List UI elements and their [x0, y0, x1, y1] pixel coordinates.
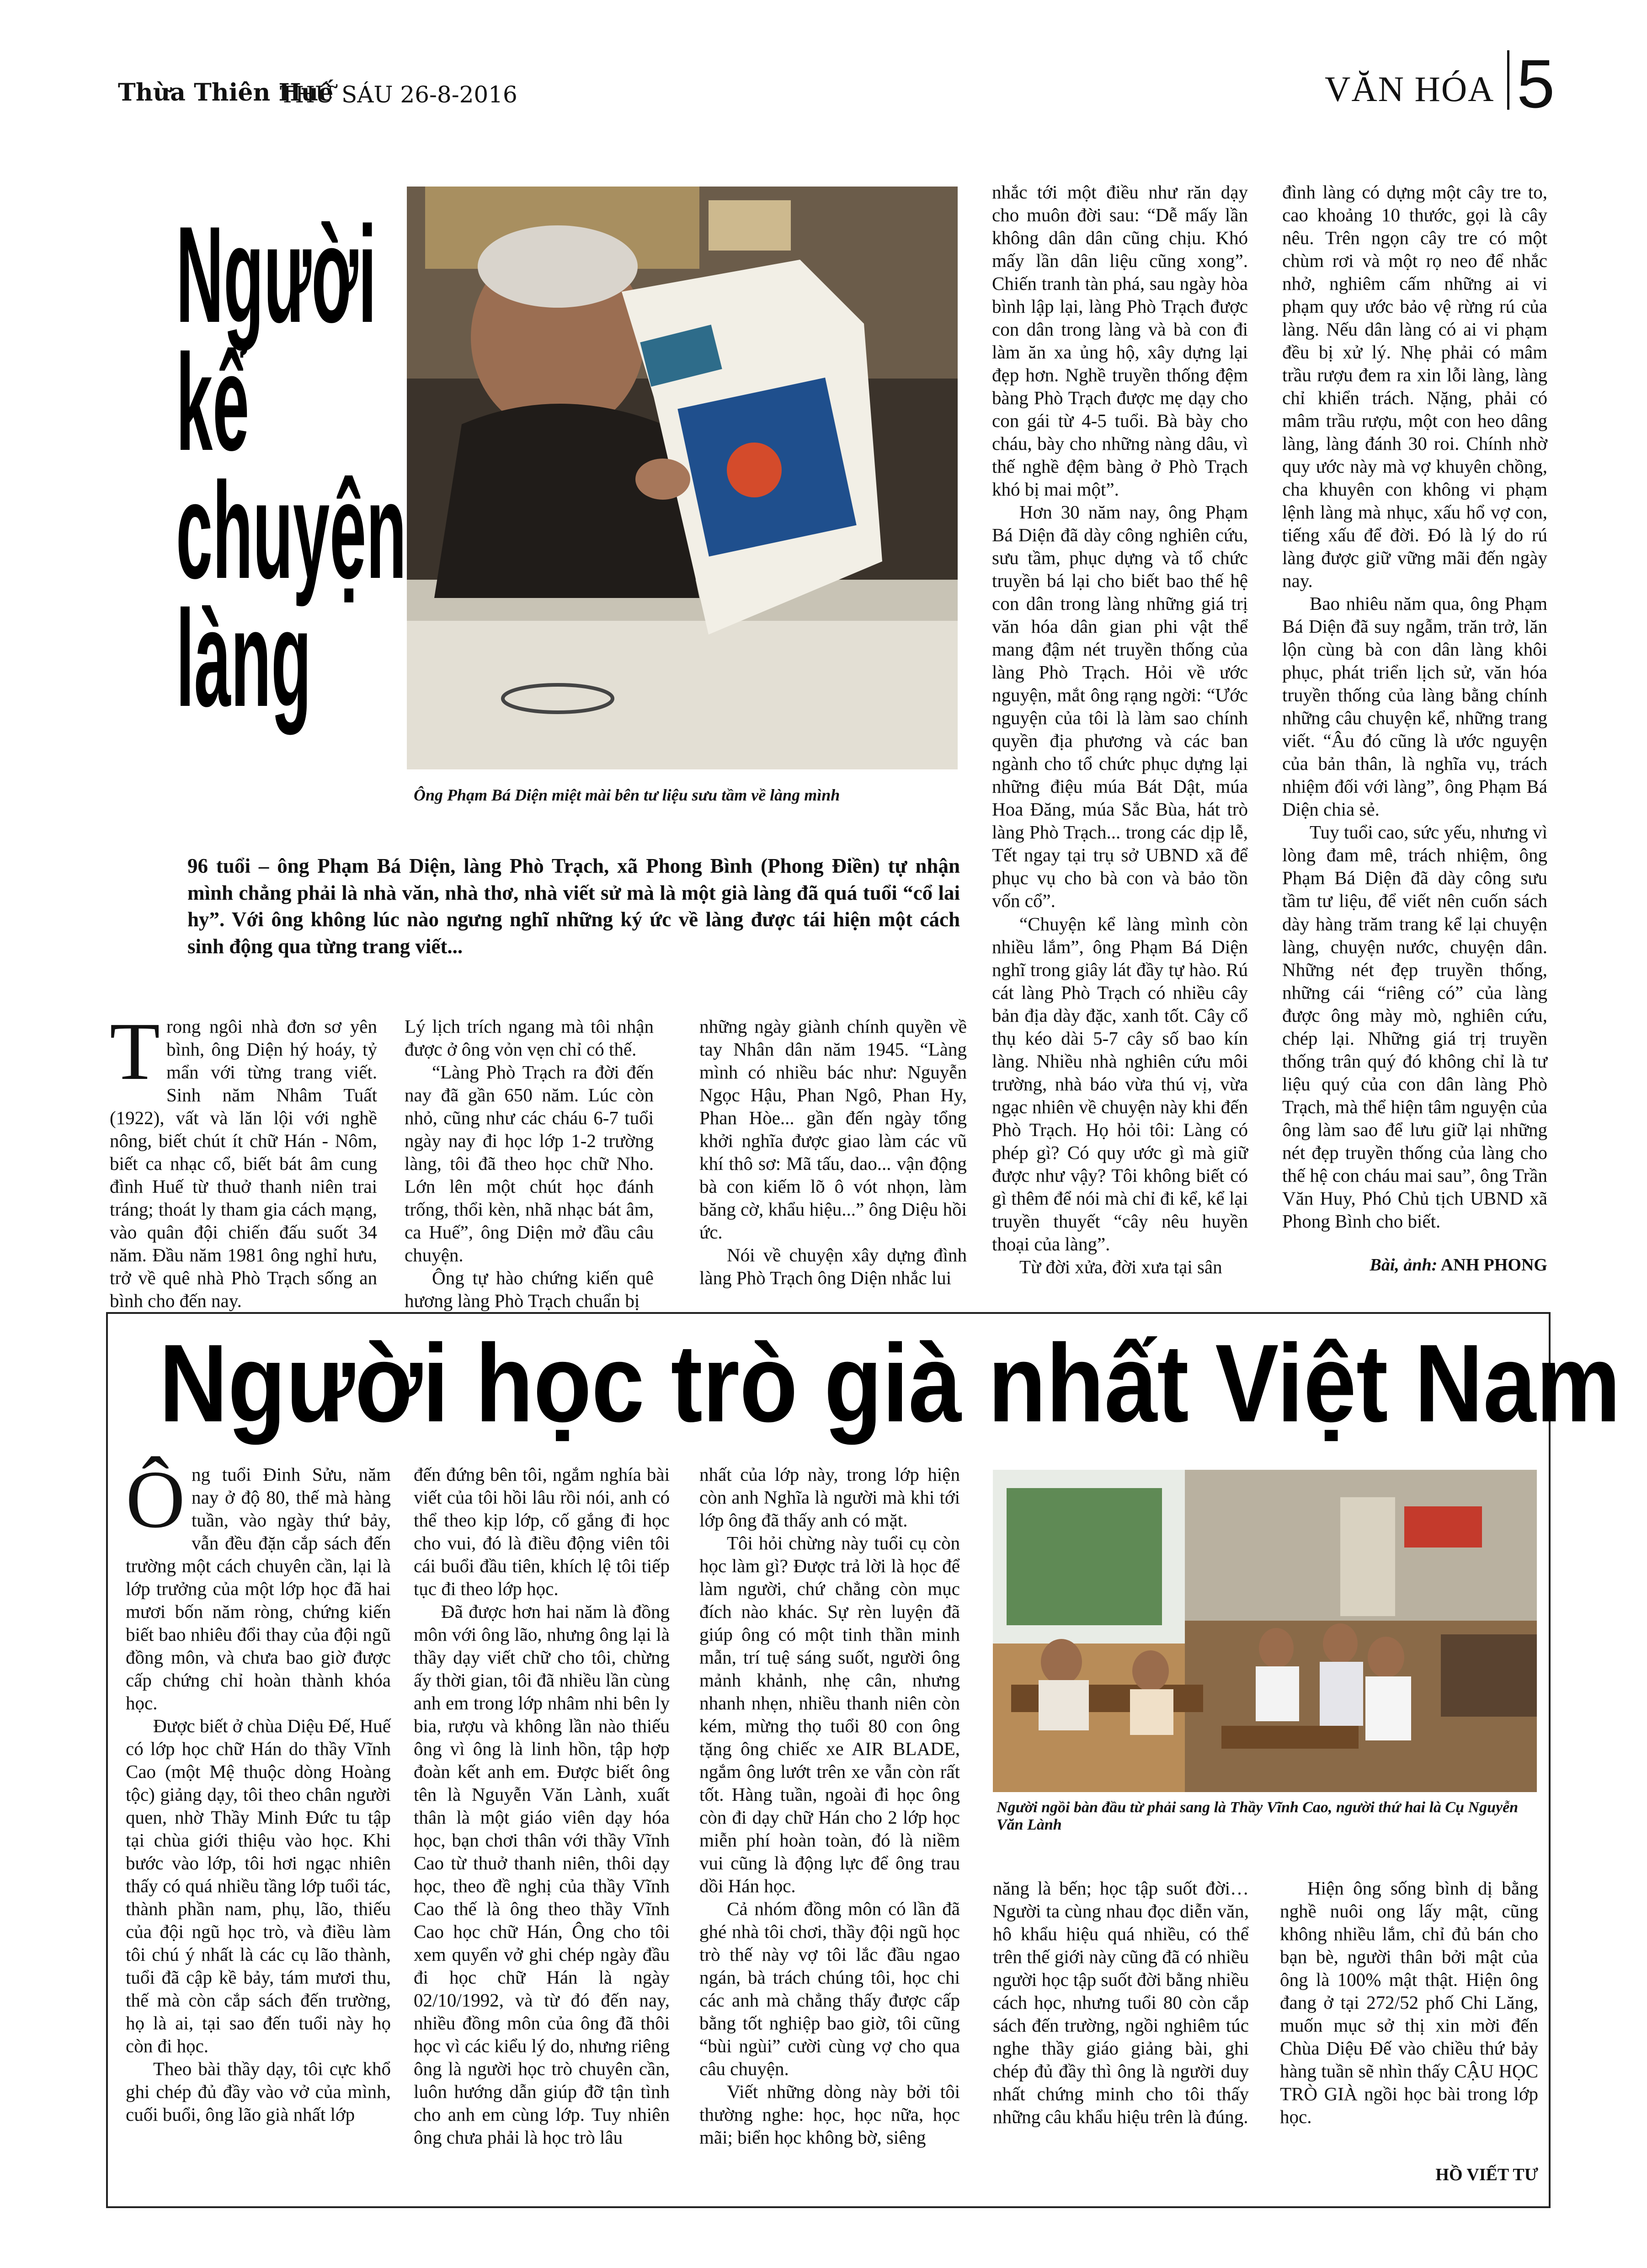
article-1-byline — [1282, 1255, 1547, 1275]
paragraph: Theo bài thầy dạy, tôi cực khổ ghi chép đủ đầy vào vở của mình, cuối buổi, ông lão già nhất lớp — [126, 2058, 391, 2125]
paragraph: Lý lịch trích ngang mà tôi nhận được ở ông vỏn vẹn chỉ có thế. — [405, 1016, 654, 1060]
paragraph: Ông tự hào chứng kiến quê hương làng Phò Trạch chuẩn bị — [405, 1267, 654, 1312]
paragraph: Tôi hỏi chừng này tuổi cụ còn học làm gì? Được trả lời là học để làm người, chứ chẳng còn mục đích nào khác. Sự rèn luyện đã giúp ông có một tinh thần minh mẫn, trí tuệ sáng suốt, người ông mảnh khảnh, nhẹ cân, nhưng nhanh nhẹn, nhiều thanh niên còn kém, mừng thọ tuổi 80 con ông tặng ông chiếc xe AIR BLADE, ngắm ông lướt trên xe vẫn còn rất tốt. Hàng tuần, ngoài đi học ông còn đi dạy chữ Hán cho 2 lớp học miễn phí hoàn toàn, đó là niềm vui cũng là động lực để ông trau dồi Hán học. — [699, 1532, 960, 1897]
page-number: 5 — [1517, 45, 1555, 122]
classroom-illustration — [993, 1470, 1537, 1792]
paragraph: “Chuyện kể làng mình còn nhiều lắm”, ông Phạm Bá Diện nghĩ trong giây lát đầy tự hào. Rú cát làng Phò Trạch có nhiều cây bản địa dày đặc, xanh tốt. Cây cổ thụ kéo dài 5-7 cây số bao kín làng. Nhiều nhà nghiên cứu môi trường, nhà báo vừa thú vị, vừa ngạc nhiên về chuyện này khi đến Phò Trạch. Họ hỏi tôi: Làng có phép gì? Có quy ước gì mà giữ được như vậy? Tôi không biết có gì thêm để nói mà chỉ đi kể, kể lại truyền thuyết “cây nêu huyền thoại của làng”. — [992, 913, 1248, 1254]
article-1-photo-caption: Ông Phạm Bá Diện miệt mài bên tư liệu sưu tầm về làng mình — [414, 786, 840, 804]
portrait-illustration — [407, 187, 958, 769]
article-1-column-2 — [405, 1015, 654, 1312]
byline-label: Bài, ảnh: — [1370, 1255, 1438, 1275]
paragraph: ng tuổi Đinh Sửu, năm nay ở độ 80, thế mà hàng tuần, vào ngày thứ bảy, vẫn đều đặn cắp sách đến trường một cách chuyên cần, lại là lớp trưởng của một lớp học đã hai mươi bốn năm ròng, chứng kiến biết bao nhiêu đổi thay của đội ngũ đồng môn, và chưa bao giờ được cấp chứng chỉ hoàn thành khóa học. — [126, 1464, 391, 1714]
article-2-column-2 — [414, 1463, 670, 2149]
article-2-photo — [993, 1470, 1537, 1792]
section-title: VĂN HÓA — [1325, 69, 1495, 109]
paragraph: Hiện ông sống bình dị bằng nghề nuôi ong lấy mật, cũng không nhiều lắm, chỉ đủ bán cho bạn bè, người thân bởi mật của ông là 100% mật thật. Hiện ông đang ở tại 272/52 phố Chi Lăng, muốn mục sở thị xin mời đến Chùa Diệu Đế vào chiều thứ bảy hàng tuần sẽ nhìn thấy CẬU HỌC TRÒ GIÀ ngồi học bài trong lớp học. — [1280, 1878, 1538, 2128]
article-2-column-3 — [699, 1463, 960, 2149]
title-line-4: làng — [176, 582, 312, 735]
paragraph: Đã được hơn hai năm là đồng môn với ông lão, nhưng ông lại là thầy dạy viết chữ cho tôi, chừng ấy thời gian, tôi đã nhiều lần cùng anh em trong lớp nhâm nhi bên ly bia, rượu và không lần nào thiếu ông vì ông là linh hồn, tập hợp đoàn kết anh em. Được biết ông tên là Nguyễn Văn Lành, xuất thân là một giáo viên dạy hóa học, bạn chơi thân với thầy Vĩnh Cao từ thuở thanh niên, thôi dạy học, theo đề nghị của thầy Vĩnh Cao thế là ông theo thầy Vĩnh Cao học chữ Hán, Ông cho tôi xem quyển vở ghi chép ngày đầu đi học chữ Hán là ngày 02/10/1992, và từ đó đến nay, nhiều đồng môn của ông đã thôi học vì các kiểu lý do, nhưng riêng ông là người học trò chuyên cần, luôn hướng dẫn giúp đỡ tận tình cho anh em cùng lớp. Tuy nhiên ông chưa phải là học trò lâu — [414, 1601, 670, 2148]
paragraph: đến đứng bên tôi, ngắm nghía bài viết của tôi hồi lâu rồi nói, anh có thể theo kịp lớp, cố gắng đi học cho vui, đó là điều động viên tôi cái buổi đầu tiên, khích lệ tôi tiếp tục đi theo lớp học. — [414, 1464, 670, 1600]
title-line-1: Người — [176, 197, 377, 351]
paragraph: nhắc tới một điều như răn dạy cho muôn đời sau: “Dễ mấy lần không dân dân cũng chịu. Khó mấy lần dân liệu cũng xong”. Chiến tranh tàn phá, sau ngày hòa bình lập lại, làng Phò Trạch được con dân trong làng và bà con đi làm ăn xa ủng hộ, xây dựng lại đẹp hơn. Nghề truyền thống đệm bàng Phò Trạch được mẹ dạy cho con gái từ 4-5 tuổi. Bà bày cho cháu, bày cho những nàng dâu, vì thế nghề đệm bàng ở Phò Trạch khó bị mai một”. — [992, 181, 1248, 500]
article-1-column-3 — [699, 1015, 967, 1289]
article-1-title — [176, 197, 432, 735]
paragraph: Được biết ở chùa Diệu Đế, Huế có lớp học chữ Hán do thầy Vĩnh Cao (một Mệ thuộc dòng Hoàng tộc) giảng dạy, tôi theo chân người quen, nhờ Thầy Minh Đức tu tập tại chùa giới thiệu vào học. Khi bước vào lớp, tôi hơi ngạc nhiên thấy có quá nhiều tầng lớp tuổi tác, thành phần nam, phụ, lão, thiếu của đội ngũ học trò, và điều làm tôi chú ý nhất là các cụ lão thành, tuổi đã cập kề bảy, tám mươi thu, thế mà còn cắp sách đến trường, họ là ai, tại sao đến tuổi này họ còn đi học. — [126, 1715, 391, 2057]
title-line-3: chuyện — [176, 454, 407, 607]
header-divider — [1507, 50, 1509, 110]
paragraph: nhất của lớp này, trong lớp hiện còn anh Nghĩa là người mà khi tới lớp ông đã thấy anh có mặt. — [699, 1464, 960, 1531]
paragraph: những ngày giành chính quyền về tay Nhân dân năm 1945. “Làng mình có nhiều bác như: Nguyễn Ngọc Hậu, Phan Ngô, Phan Hy, Phan Hòe... gần đến ngày tổng khởi nghĩa được giao làm các vũ khí thô sơ: Mã tấu, dao... vận động bà con kiếm lõ ô vót nhọn, làm băng cờ, khẩu hiệu...” ông Diệu hồi ức. — [699, 1016, 967, 1243]
paragraph: Bao nhiêu năm qua, ông Phạm Bá Diện đã suy ngẫm, trăn trở, lăn lộn cùng bà con dân làng khôi phục, phát triển lịch sử, văn hóa truyền thống của làng bằng chính những câu chuyện kể, những trang viết. “Âu đó cũng là ước nguyện của bản thân, là nghĩa vụ, trách nhiệm đối với làng”, ông Phạm Bá Diện chia sẻ. — [1282, 593, 1547, 820]
article-1-photo — [407, 187, 958, 769]
article-1-column-1 — [110, 1006, 377, 1312]
article-2-column-4 — [993, 1877, 1249, 2128]
paragraph: “Làng Phò Trạch ra đời đến nay đã gần 650 năm. Lúc còn nhỏ, cũng như các cháu 6-7 tuổi ngày nay đi học lớp 1-2 trường làng, tôi đã theo học chữ Nho. Lớn lên một chút học đánh trống, thổi kèn, nhã nhạc bát âm, ca Huế”, ông Diện mở đầu câu chuyện. — [405, 1062, 654, 1266]
paragraph: Từ đời xửa, đời xưa tại sân — [1019, 1256, 1222, 1277]
paragraph: rong ngôi nhà đơn sơ yên bình, ông Diện hý hoáy, tỷ mẩn với từng trang viết. Sinh năm Nhâm Tuất (1922), vất và lăn lội với nghề nông, biết chút ít chữ Hán - Nôm, biết ca nhạc cổ, biết bát âm cung đình Huế từ thuở thanh niên trai tráng; thoát ly tham gia cách mạng, vào quân đội chiến đấu suốt 34 năm. Đầu năm 1981 ông nghỉ hưu, trở về quê nhà Phò Trạch sống an bình cho đến nay. — [110, 1016, 377, 1312]
article-1-dropcap: T — [110, 1006, 160, 1097]
article-1-lede: 96 tuổi – ông Phạm Bá Diện, làng Phò Trạch, xã Phong Bình (Phong Điền) tự nhận mình chẳng phải là nhà văn, nhà thơ, nhà viết sử mà là một già làng đã quá tuổi “cổ lai hy”. Với ông không lúc nào ngưng nghĩ những ký ức về làng được tái hiện một cách sinh động qua từng trang viết... — [187, 854, 960, 958]
paragraph: năng là bến; học tập suốt đời… Người ta cùng nhau đọc diễn văn, hô khẩu hiệu quá nhiều, có thể trên thế giới này cũng đã có nhiều người học tập suốt đời bằng nhiều cách học, nhưng tuổi 80 còn cắp sách đến trường, ngồi nghiêm túc nghe thầy giáo giảng bài, ghi chép đủ đầy thì ông là người duy nhất chứng minh cho tôi thấy những câu khẩu hiệu trên là đúng. — [993, 1878, 1249, 2128]
article-2-byline: HỒ VIẾT TƯ — [1435, 2165, 1538, 2184]
article-1-column-5 — [1282, 181, 1547, 1233]
newspaper-name: Thừa Thiên Huế — [118, 79, 334, 107]
paragraph: Nói về chuyện xây dựng đình làng Phò Trạch ông Diện nhắc lui — [699, 1244, 967, 1289]
article-2-photo-caption: Người ngồi bàn đầu từ phải sang là Thầy Vĩnh Cao, người thứ hai là Cụ Nguyễn Văn Lành — [997, 1799, 1519, 1833]
paragraph: Hơn 30 năm nay, ông Phạm Bá Diện đã dày công nghiên cứu, sưu tầm, phục dựng và tổ chức truyền bá lại cho biết bao thế hệ con dân trong làng những giá trị văn hóa dân gian phi vật thể mang đậm nét truyền thống của làng Phò Trạch. Hỏi về ước nguyện, mắt ông rạng ngời: “Ước nguyện của tôi là làm sao chính quyền địa phương và các ban ngành cho tổ chức phục dựng lại những điệu múa Bát Dật, múa Hoa Đăng, múa Sắc Bùa, hát trò làng Phò Trạch... trong các dịp lễ, Tết ngay tại trụ sở UBND xã để phục vụ cho bà con và bảo tồn vốn cổ”. — [992, 502, 1248, 912]
issue-date: THỨ SÁU 26-8-2016 — [280, 81, 517, 108]
article-2-title: Người học trò già nhất Việt Nam — [159, 1322, 1621, 1445]
paragraph: đình làng có dựng một cây tre to, cao khoảng 10 thước, gọi là cây nêu. Trên ngọn cây tre có một chùm rơi và một rọ neo để nhắc nhở, nghiêm cấm những ai vi phạm quy ước bảo vệ rừng rú của làng. Nếu dân làng có ai vi phạm đều bị xử lý. Nhẹ phải có mâm trầu rượu đem ra xin lỗi làng, làng chỉ khiển trách. Nặng, phải có mâm trầu rượu, một con heo dâng làng, làng đánh 30 roi. Chính nhờ quy ước này mà vợ khuyên chồng, cha khuyên con không vi phạm lệnh làng mà nhục, xấu hổ vợ con, tiếng xấu để đời. Đó là lý do rú làng được giữ vững mãi đến ngày nay. — [1282, 181, 1547, 592]
paragraph: Viết những dòng này bởi tôi thường nghe: học, học nữa, học mãi; biển học không bờ, siêng — [699, 2081, 960, 2148]
article-2-column-5 — [1280, 1877, 1538, 2128]
paragraph: Tuy tuổi cao, sức yếu, nhưng vì lòng đam mê, trách nhiệm, ông Phạm Bá Diện đã dày công sưu tầm tư liệu, để viết nên cuốn sách dày hàng trăm trang kể lại chuyện làng, chuyện nước, chuyện dân. Những nét đẹp truyền thống, những cái “riêng có” của làng được ông mày mò, nghiên cứu, chép lại. Những giá trị truyền thống trân quý đó không chỉ là tư liệu quý của con dân làng Phò Trạch, mà thể hiện tâm nguyện của ông làm sao để lưu giữ lại những nét đẹp truyền thống của làng cho thế hệ con cháu mai sau”, ông Trần Văn Huy, Phó Chủ tịch UBND xã Phong Bình cho biết. — [1282, 822, 1547, 1232]
title-line-2: kể — [176, 326, 250, 479]
article-2-dropcap: Ô — [126, 1454, 185, 1545]
byline-author: ANH PHONG — [1440, 1255, 1547, 1275]
paragraph: Cả nhóm đồng môn có lần đã ghé nhà tôi chơi, thầy đội ngũ học trò thế này vợ tôi lắc đầu ngao ngán, bà trách chúng tôi, học chi các anh mà chẳng thấy được cấp bằng tốt nghiệp bao giờ, tôi cũng “bùi ngùi” cười cùng vợ cho qua câu chuyện. — [699, 1898, 960, 2080]
article-2-column-1 — [126, 1454, 391, 2126]
article-1-column-4 — [992, 181, 1248, 1278]
